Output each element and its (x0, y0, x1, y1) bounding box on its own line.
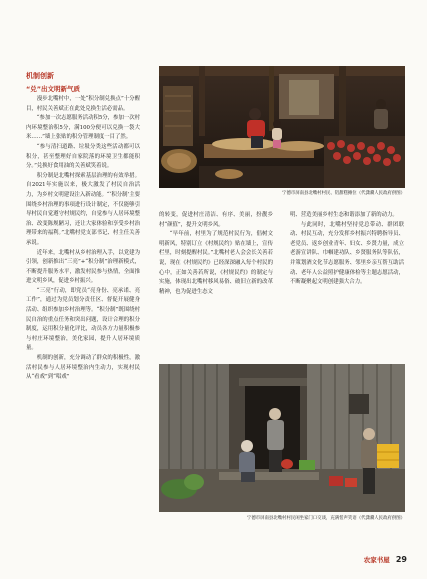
paragraph: “三亮”行动，即党员“亮身份、亮承诺、亮工作”，通过为党员划分责任区、督促开展健身活动、组织参加乡村治理等。“积分制”既围绕村民自治的重点任务和突出问题，设计合理的积分制度，运用积分量化评比，动员各方力量积极参与村庄环境整治，美化家园，提升人居环境质量。 (26, 287, 140, 352)
photo-villagers-doorway-caption: 宁德市屏南县北嘴村村民闲坐家门口交谈，充满恬声笑语（代潇骥人民政府供图） (246, 516, 405, 521)
paragraph: 明、营造美丽乡村生态和谐添加了新的动力。 (290, 212, 398, 218)
paragraph: “早年前，村里为了规范村民行为，倡树文明新风，特别订立《村规民约》贴在墙上，宣传栏里，时刻提醒村民。”北嘴村老人会会长关善若说，现在《村规民约》已经深深融入每个村民的心中，正如关善若所说，《村规民约》的制定与实施，体现出北嘴村移风易俗、破旧立新的改革精神，也为促进生态文 (159, 231, 273, 295)
text-column-2 (159, 211, 273, 297)
subheading: “兑”出文明新气质 (26, 85, 81, 93)
magazine-name: 农家书屋 (363, 556, 390, 564)
photo-rice-cakes-illustration (159, 66, 405, 188)
paragraph: 与此同时，北嘴村坚持党总带动、群团联动、村民互动，充分发挥乡村振兴特聘指导员、老党员、返乡创业青年、妇女、乡贤力量，成立老游宣讲队、巾帼建功队、乡贤服务队等队伍，并策划酒文化节志愿服务、邻里乡亲互帮互助活动、老年人公益照护健康体检等主题志愿活动，不断凝聚起文明创建强大合力。 (290, 221, 404, 286)
photo-villagers-doorway (159, 364, 405, 512)
photo-rice-cakes-caption: 宁德市屏南县北嘴村村民、铝甜糕摊位（代潇骥人民政府供图） (282, 191, 405, 196)
page-number: 29 (395, 555, 407, 564)
paragraph: “参与清扫道路、垃圾分类这些活动都可以积分，甚至整理好自家院落的环境卫生都能积分。”兑换好食用油的关善斌笑着说。 (26, 143, 140, 170)
section-heading: 机制创新 (26, 72, 54, 80)
paragraph: 积分制是北嘴村探索基层治理的有效举措。自2021年实施以来，极大激发了村民自治活力，为乡村文明建设注入新动能。“‘积分制’主要围绕乡村治理的事项进行设计制定，不仅能够引导村民自觉遵守村规民约，自觉参与人居环境整治、改变陈规陋习，还让大家体验和享受乡村治理带来的福利。”北嘴村党支部书记、村主任关善承说。 (26, 172, 140, 246)
text-column-1 (26, 95, 140, 383)
paragraph: 机制的创新，充分调动了群众的积极性，激活村民参与人居环境整治内生动力，实现村民从“看戏”到“唱戏” (26, 355, 140, 381)
page-footer (364, 555, 407, 564)
paragraph: 漫步北嘴村中，一处“积分制兑换点”十分醒目，村民关善斌正在此处兑换生活必需品。 (26, 96, 140, 112)
text-column-3 (290, 211, 404, 288)
paragraph: “参加一次志愿服务活动积5分，参加一次村内环境整治积5分，满100分便可以兑换一袋大米……”墙上张贴的积分管理制度一目了然。 (26, 115, 141, 141)
photo-rice-cakes (159, 66, 405, 188)
photo-villagers-doorway-illustration (159, 364, 405, 512)
paragraph: 的转变，促进村庄清洁、有序、美丽，扮靓乡村“颜值”，提升文明乡风。 (159, 212, 273, 228)
paragraph: 近年来，北嘴村从乡村治理入手，以党建为引领，创新推出“三亮”+“积分制”治理新模式，不断提升服务水平，激发村民参与热情，全面推进文明乡风，促进乡村振兴。 (26, 249, 140, 285)
